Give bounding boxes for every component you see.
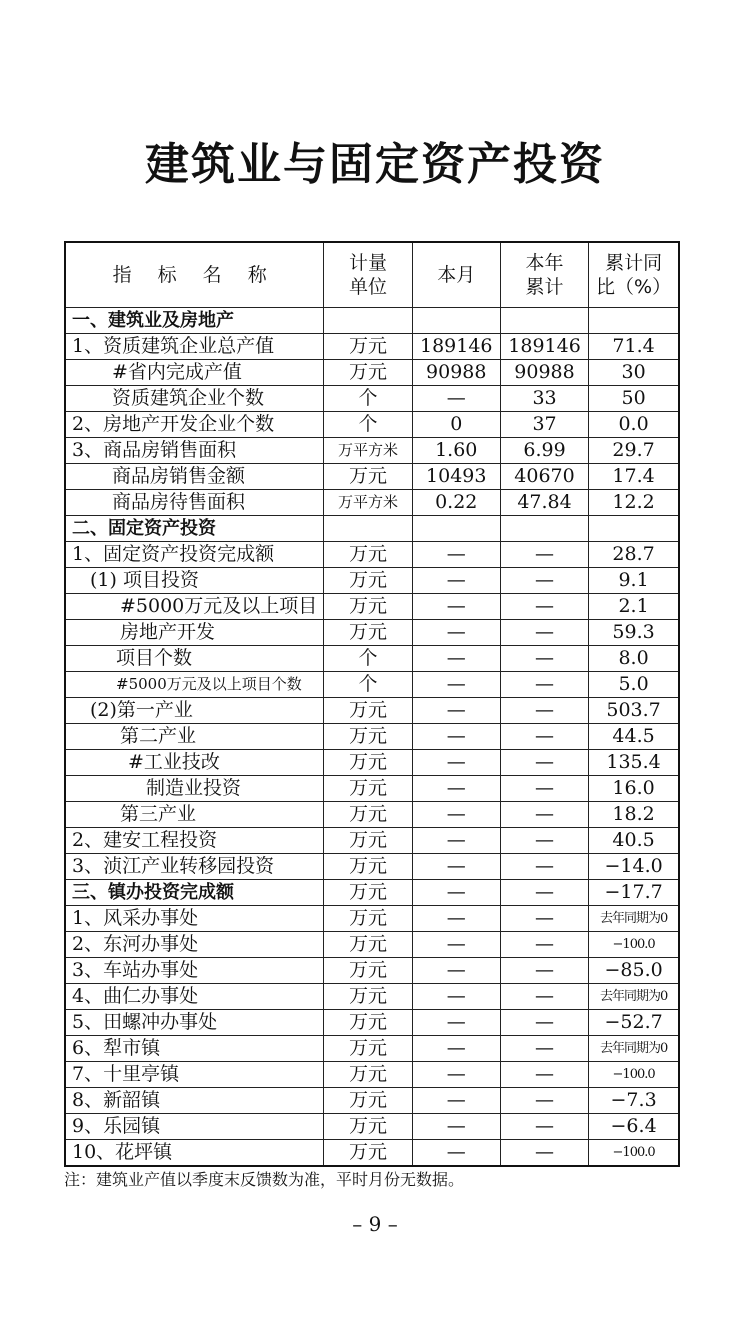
row-unit-cell: 万元 [324,828,412,854]
row-pct-cell: 28.7 [589,542,679,568]
row-ytd-cell: — [500,776,588,802]
table-row [65,984,679,1010]
row-pct-cell: 30 [589,360,679,386]
row-month-cell: — [412,1062,500,1088]
row-unit-cell: 万元 [324,776,412,802]
row-unit-cell: 万元 [324,854,412,880]
table-row [65,802,679,828]
row-month-cell: 90988 [412,360,500,386]
row-month-cell: 1.60 [412,438,500,464]
row-pct-cell: 去年同期为0 [589,906,679,932]
row-ytd-cell: 37 [500,412,588,438]
row-pct-cell: −100.0 [589,1062,679,1088]
table-body [65,308,679,1167]
row-month-cell: 0 [412,412,500,438]
row-name-cell: 1、资质建筑企业总产值 [65,334,324,360]
table-row [65,1114,679,1140]
row-ytd-cell: — [500,620,588,646]
row-month-cell: — [412,776,500,802]
row-pct-cell: 2.1 [589,594,679,620]
row-name-cell: (1) 项目投资 [65,568,324,594]
table-row [65,750,679,776]
row-ytd-cell: — [500,672,588,698]
row-pct-cell: 71.4 [589,334,679,360]
row-unit-cell: 万元 [324,1062,412,1088]
row-ytd-cell: — [500,802,588,828]
table-row [65,334,679,360]
row-name-cell: 3、浈江产业转移园投资 [65,854,324,880]
row-ytd-cell: — [500,932,588,958]
header-ytd [500,242,588,308]
row-month-cell: — [412,646,500,672]
row-month-cell: — [412,750,500,776]
header-ytd-line2: 累计 [525,276,564,298]
row-name-cell: 第三产业 [65,802,324,828]
table-row [65,542,679,568]
row-pct-cell: 40.5 [589,828,679,854]
table-row [65,360,679,386]
row-month-cell [412,516,500,542]
footnote: 注：建筑业产值以季度末反馈数为准，平时月份无数据。 [64,1170,465,1189]
table-row [65,1140,679,1167]
row-ytd-cell: 6.99 [500,438,588,464]
row-unit-cell: 万元 [324,932,412,958]
row-pct-cell: −52.7 [589,1010,679,1036]
row-pct-cell: −6.4 [589,1114,679,1140]
row-ytd-cell: — [500,880,588,906]
page-title: 建筑业与固定资产投资 [145,139,605,190]
row-pct-cell: 16.0 [589,776,679,802]
table-row [65,880,679,906]
row-ytd-cell [500,516,588,542]
row-name-cell: 资质建筑企业个数 [65,386,324,412]
row-ytd-cell: — [500,1140,588,1167]
row-name-cell: 3、商品房销售面积 [65,438,324,464]
row-ytd-cell: — [500,542,588,568]
row-unit-cell: 个 [324,412,412,438]
row-month-cell: — [412,932,500,958]
table-row [65,386,679,412]
row-name-cell: 9、乐园镇 [65,1114,324,1140]
row-pct-cell: 去年同期为0 [589,1036,679,1062]
table-row [65,1088,679,1114]
row-month-cell: — [412,958,500,984]
row-month-cell: — [412,1140,500,1167]
row-pct-cell: 17.4 [589,464,679,490]
row-unit-cell: 万元 [324,360,412,386]
statistics-table-container [64,241,680,1167]
row-ytd-cell: — [500,984,588,1010]
row-pct-cell: 9.1 [589,568,679,594]
row-unit-cell: 万元 [324,1140,412,1167]
row-name-cell: 第二产业 [65,724,324,750]
row-name-cell: 项目个数 [65,646,324,672]
row-month-cell: — [412,386,500,412]
row-ytd-cell: 40670 [500,464,588,490]
table-row [65,906,679,932]
table-row [65,646,679,672]
row-month-cell: — [412,1088,500,1114]
row-pct-cell: −85.0 [589,958,679,984]
table-row [65,620,679,646]
page-number: – 9 – [352,1212,398,1236]
row-name-cell: 6、犁市镇 [65,1036,324,1062]
row-ytd-cell: — [500,1114,588,1140]
row-unit-cell: 万元 [324,1114,412,1140]
row-ytd-cell: — [500,750,588,776]
row-unit-cell: 个 [324,646,412,672]
row-ytd-cell: — [500,906,588,932]
row-unit-cell: 万元 [324,984,412,1010]
table-row [65,724,679,750]
row-name-cell: 房地产开发 [65,620,324,646]
table-row [65,1062,679,1088]
row-name-cell: 10、花坪镇 [65,1140,324,1167]
row-ytd-cell: — [500,1036,588,1062]
row-month-cell: 0.22 [412,490,500,516]
header-pct-line2: 比（%） [596,276,672,298]
row-pct-cell: −14.0 [589,854,679,880]
row-unit-cell: 万元 [324,1010,412,1036]
statistics-table [64,241,680,1167]
row-pct-cell: −17.7 [589,880,679,906]
table-row [65,828,679,854]
row-month-cell: — [412,984,500,1010]
header-ytd-line1: 本年 [525,252,564,274]
table-row [65,698,679,724]
header-unit-line1: 计量 [348,252,387,274]
row-name-cell: #5000万元及以上项目个数 [65,672,324,698]
row-unit-cell: 万元 [324,594,412,620]
row-name-cell: 一、建筑业及房地产 [65,308,324,334]
row-unit-cell: 万元 [324,880,412,906]
row-pct-cell: 去年同期为0 [589,984,679,1010]
row-name-cell: 商品房销售金额 [65,464,324,490]
row-name-cell: 制造业投资 [65,776,324,802]
row-name-cell: 7、十里亭镇 [65,1062,324,1088]
row-unit-cell: 万元 [324,906,412,932]
table-row [65,516,679,542]
row-pct-cell: 50 [589,386,679,412]
table-row [65,594,679,620]
row-unit-cell: 万平方米 [324,490,412,516]
row-month-cell: — [412,698,500,724]
row-month-cell: — [412,880,500,906]
row-month-cell: — [412,854,500,880]
row-ytd-cell: — [500,828,588,854]
row-name-cell: 商品房待售面积 [65,490,324,516]
row-ytd-cell: — [500,1062,588,1088]
row-unit-cell: 万平方米 [324,438,412,464]
row-pct-cell: −7.3 [589,1088,679,1114]
table-row [65,776,679,802]
row-pct-cell: 0.0 [589,412,679,438]
header-indicator-name: 指 标 名 称 [65,242,324,308]
row-unit-cell: 万元 [324,464,412,490]
row-pct-cell [589,308,679,334]
row-pct-cell [589,516,679,542]
row-pct-cell: 8.0 [589,646,679,672]
row-name-cell: 4、曲仁办事处 [65,984,324,1010]
table-row [65,412,679,438]
row-month-cell: 189146 [412,334,500,360]
table-row [65,672,679,698]
table-row [65,854,679,880]
row-month-cell: — [412,672,500,698]
row-unit-cell: 个 [324,386,412,412]
row-name-cell: 2、房地产开发企业个数 [65,412,324,438]
row-month-cell: — [412,802,500,828]
row-month-cell [412,308,500,334]
row-pct-cell: 59.3 [589,620,679,646]
header-yoy-pct [589,242,679,308]
row-pct-cell: 29.7 [589,438,679,464]
row-unit-cell: 万元 [324,1088,412,1114]
table-row [65,1036,679,1062]
row-ytd-cell: — [500,698,588,724]
row-name-cell: #省内完成产值 [65,360,324,386]
row-unit-cell [324,308,412,334]
row-ytd-cell: — [500,646,588,672]
row-ytd-cell: — [500,724,588,750]
row-ytd-cell: 47.84 [500,490,588,516]
row-pct-cell: −100.0 [589,1140,679,1167]
row-month-cell: — [412,542,500,568]
row-unit-cell [324,516,412,542]
row-name-cell: 3、车站办事处 [65,958,324,984]
row-unit-cell: 万元 [324,698,412,724]
row-name-cell: 1、风采办事处 [65,906,324,932]
row-pct-cell: 44.5 [589,724,679,750]
row-ytd-cell: — [500,594,588,620]
header-unit [324,242,412,308]
row-unit-cell: 万元 [324,620,412,646]
header-pct-line1: 累计同 [605,252,663,274]
row-month-cell: — [412,828,500,854]
row-name-cell: 8、新韶镇 [65,1088,324,1114]
row-name-cell: (2)第一产业 [65,698,324,724]
header-month: 本月 [412,242,500,308]
table-row [65,1010,679,1036]
row-pct-cell: −100.0 [589,932,679,958]
row-unit-cell: 万元 [324,750,412,776]
row-month-cell: — [412,1114,500,1140]
header-unit-line2: 单位 [348,276,387,298]
row-month-cell: — [412,724,500,750]
row-ytd-cell: — [500,854,588,880]
table-row [65,568,679,594]
row-name-cell: 1、固定资产投资完成额 [65,542,324,568]
table-row [65,438,679,464]
row-ytd-cell [500,308,588,334]
row-ytd-cell: 33 [500,386,588,412]
row-unit-cell: 万元 [324,724,412,750]
row-month-cell: — [412,594,500,620]
row-pct-cell: 503.7 [589,698,679,724]
table-row [65,490,679,516]
table-header-row [65,242,679,308]
row-unit-cell: 万元 [324,334,412,360]
row-unit-cell: 万元 [324,542,412,568]
row-unit-cell: 万元 [324,958,412,984]
row-ytd-cell: — [500,568,588,594]
row-pct-cell: 12.2 [589,490,679,516]
row-ytd-cell: — [500,958,588,984]
row-name-cell: 2、东河办事处 [65,932,324,958]
row-name-cell: 5、田螺冲办事处 [65,1010,324,1036]
row-unit-cell: 万元 [324,802,412,828]
row-month-cell: 10493 [412,464,500,490]
row-unit-cell: 万元 [324,1036,412,1062]
row-month-cell: — [412,906,500,932]
row-month-cell: — [412,1010,500,1036]
row-ytd-cell: 90988 [500,360,588,386]
row-name-cell: 二、固定资产投资 [65,516,324,542]
row-unit-cell: 万元 [324,568,412,594]
row-name-cell: #工业技改 [65,750,324,776]
row-ytd-cell: — [500,1010,588,1036]
row-pct-cell: 135.4 [589,750,679,776]
row-pct-cell: 18.2 [589,802,679,828]
row-pct-cell: 5.0 [589,672,679,698]
table-row [65,958,679,984]
row-month-cell: — [412,620,500,646]
row-ytd-cell: — [500,1088,588,1114]
row-month-cell: — [412,568,500,594]
row-name-cell: 三、镇办投资完成额 [65,880,324,906]
row-unit-cell: 个 [324,672,412,698]
row-ytd-cell: 189146 [500,334,588,360]
row-name-cell: 2、建安工程投资 [65,828,324,854]
row-month-cell: — [412,1036,500,1062]
table-row [65,464,679,490]
table-row [65,932,679,958]
table-row [65,308,679,334]
row-name-cell: #5000万元及以上项目 [65,594,324,620]
